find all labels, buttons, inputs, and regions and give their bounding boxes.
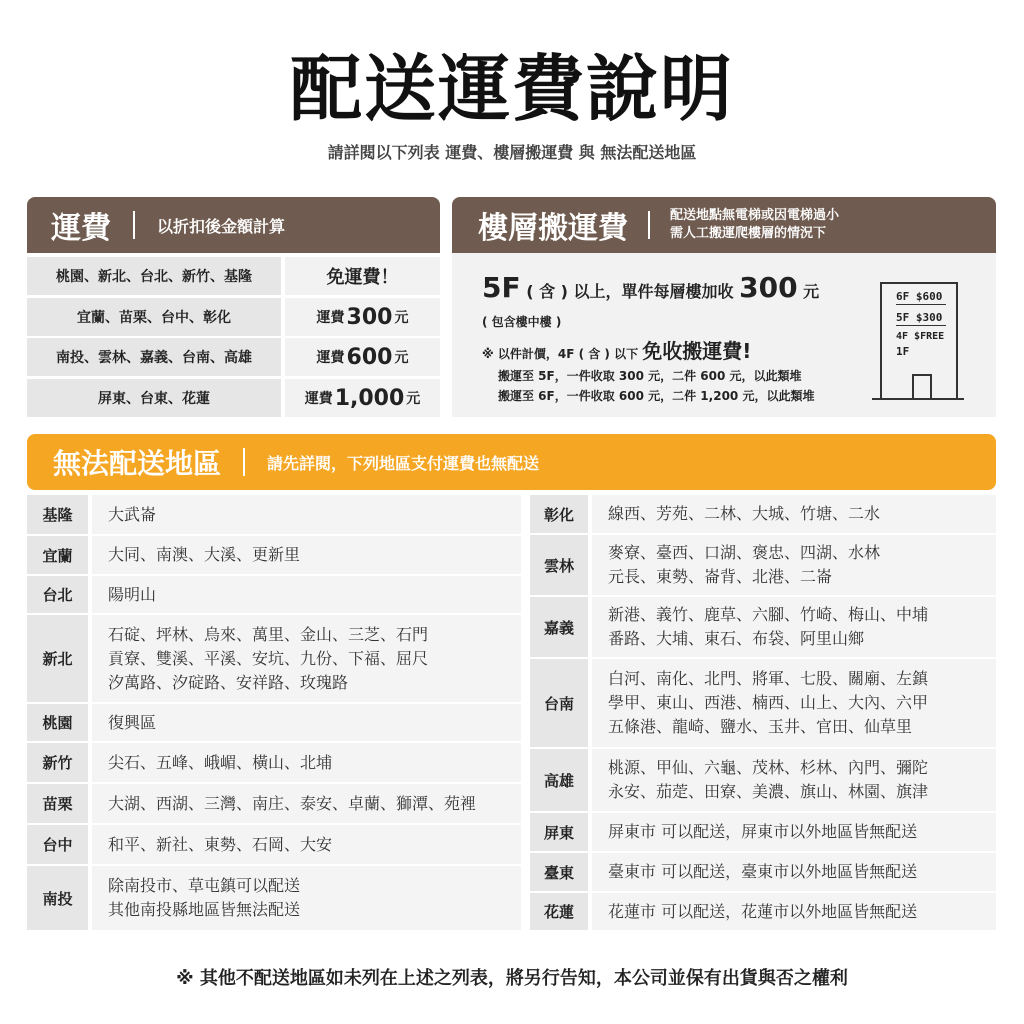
- building-floor-label: 6F $600: [896, 290, 943, 303]
- floor-note-line: 配送地點無電梯或因電梯過小: [670, 208, 840, 223]
- region-areas: 屏東市 可以配送，屏東市以外地區皆無配送: [592, 813, 996, 851]
- shipping-area: 屏東、台東、花蓮: [27, 379, 281, 417]
- region-label: 花蓮: [530, 893, 588, 930]
- price-amount: 300: [346, 304, 393, 330]
- region-areas: 臺東市 可以配送，臺東市以外地區皆無配送: [592, 853, 996, 891]
- floor-unit: 元: [803, 282, 820, 301]
- region-label: 新北: [27, 615, 88, 702]
- no-delivery-heading: 無法配送地區: [53, 447, 222, 480]
- price-unit: 元: [394, 310, 409, 326]
- region-label: 臺東: [530, 853, 588, 891]
- shipping-row: [27, 298, 440, 336]
- region-label: 台北: [27, 576, 88, 613]
- region-label: 苗栗: [27, 784, 88, 823]
- building-floor-label: 5F $300: [896, 311, 943, 324]
- region-areas: 花蓮市 可以配送，花蓮市以外地區皆無配送: [592, 893, 996, 930]
- page-title: 配送運費說明: [289, 47, 734, 131]
- shipping-row: [27, 379, 440, 417]
- floor-note-line: 需人工搬運爬樓層的情況下: [670, 226, 827, 241]
- region-areas: 和平、新社、東勢、石岡、大安: [92, 825, 521, 864]
- region-areas: 線西、芳苑、二林、大城、竹塘、二水: [592, 495, 996, 533]
- region-label: 宜蘭: [27, 536, 88, 574]
- floor-rule-text: ( 含 ) 以上，單件每層樓加收: [526, 282, 734, 301]
- region-label: 南投: [27, 866, 88, 930]
- region-label: 台中: [27, 825, 88, 864]
- region-areas: 新港、義竹、鹿草、六腳、竹崎、梅山、中埔 番路、大埔、東石、布袋、阿里山鄉: [592, 597, 996, 657]
- shipping-note: 以折扣後金額計算: [157, 216, 286, 236]
- region-areas: 桃源、甲仙、六龜、茂林、杉林、內門、彌陀 永安、茄萣、田寮、美濃、旗山、林園、旗津: [592, 749, 996, 811]
- floor-main-rule: [482, 271, 819, 304]
- price-prefix: 運費: [316, 350, 345, 366]
- price-prefix: 運費: [304, 391, 333, 407]
- no-delivery-header: [27, 434, 996, 490]
- region-label: 彰化: [530, 495, 588, 533]
- shipping-price: [285, 298, 440, 336]
- price-amount: 600: [346, 344, 393, 370]
- floor-threshold: 5F: [482, 271, 521, 304]
- building-icon: [880, 282, 958, 398]
- building-floor-label: 4F $FREE: [896, 331, 945, 342]
- region-label: 基隆: [27, 495, 88, 534]
- region-areas: 麥寮、臺西、口湖、褒忠、四湖、水林 元長、東勢、崙背、北港、二崙: [592, 535, 996, 595]
- ground-line: [872, 398, 964, 400]
- region-label: 屏東: [530, 813, 588, 851]
- floor-example: 搬運至 6F，一件收取 600 元，二件 1,200 元，以此類堆: [498, 389, 815, 403]
- shipping-row: [27, 257, 440, 295]
- region-areas: 尖石、五峰、峨嵋、橫山、北埔: [92, 743, 521, 782]
- region-areas: 陽明山: [92, 576, 521, 613]
- region-label: 雲林: [530, 535, 588, 595]
- region-areas: 大湖、西湖、三灣、南庄、泰安、卓蘭、獅潭、苑裡: [92, 784, 521, 823]
- shipping-price: [285, 338, 440, 376]
- region-label: 台南: [530, 659, 588, 747]
- floor-line: [896, 304, 946, 305]
- door-icon: [912, 374, 932, 398]
- shipping-header: [27, 197, 440, 253]
- building-floor-label: 1F: [896, 345, 910, 358]
- price-amount: 1,000: [334, 385, 405, 411]
- floor-note: [670, 207, 839, 243]
- shipping-area: 南投、雲林、嘉義、台南、高雄: [27, 338, 281, 376]
- no-delivery-note: 請先詳閱，下列地區支付運費也無配送: [267, 453, 540, 473]
- region-areas: 大同、南澳、大溪、更新里: [92, 536, 521, 574]
- floor-example: 搬運至 5F，一件收取 300 元，二件 600 元，以此類堆: [498, 369, 802, 383]
- floor-heading: 樓層搬運費: [478, 211, 628, 246]
- shipping-price: [285, 257, 440, 295]
- price-prefix: 免運費！: [326, 267, 399, 288]
- free-text: 免收搬運費!: [642, 339, 752, 363]
- shipping-row: [27, 338, 440, 376]
- shipping-area: 桃園、新北、台北、新竹、基隆: [27, 257, 281, 295]
- page-subtitle: 請詳閱以下列表 運費、樓層搬運費 與 無法配送地區: [327, 143, 697, 162]
- price-prefix: 運費: [316, 310, 345, 326]
- header-divider: [243, 448, 245, 476]
- region-areas: 除南投市、草屯鎮可以配送 其他南投縣地區皆無法配送: [92, 866, 521, 930]
- floor-free-rule: [482, 335, 751, 364]
- price-unit: 元: [394, 350, 409, 366]
- region-label: 桃園: [27, 704, 88, 741]
- shipping-area: 宜蘭、苗栗、台中、彰化: [27, 298, 281, 336]
- floor-line: [896, 325, 946, 326]
- region-areas: 復興區: [92, 704, 521, 741]
- region-areas: 大武崙: [92, 495, 521, 534]
- region-label: 高雄: [530, 749, 588, 811]
- floor-sub-note: ( 包含樓中樓 ): [482, 315, 562, 329]
- region-label: 新竹: [27, 743, 88, 782]
- floor-amount: 300: [739, 271, 798, 304]
- footer-disclaimer: ※ 其他不配送地區如未列在上述之列表，將另行告知，本公司並保有出貨與否之權利: [176, 968, 848, 989]
- shipping-price: [285, 379, 440, 417]
- shipping-heading: 運費: [51, 211, 111, 246]
- price-unit: 元: [406, 391, 421, 407]
- floor-header: [452, 197, 996, 253]
- region-areas: 白河、南化、北門、將軍、七股、關廟、左鎮 學甲、東山、西港、楠西、山上、大內、六甲 五條港、龍崎、鹽水、玉井、官田、仙草里: [592, 659, 996, 747]
- header-divider: [133, 211, 135, 239]
- region-label: 嘉義: [530, 597, 588, 657]
- region-areas: 石碇、坪林、烏來、萬里、金山、三芝、石門 貢寮、雙溪、平溪、安坑、九份、下福、屈尺 汐萬路、汐碇路、安祥路、玫瑰路: [92, 615, 521, 702]
- free-prefix: ※ 以件計價，4F ( 含 ) 以下: [482, 347, 639, 361]
- header-divider: [648, 211, 650, 239]
